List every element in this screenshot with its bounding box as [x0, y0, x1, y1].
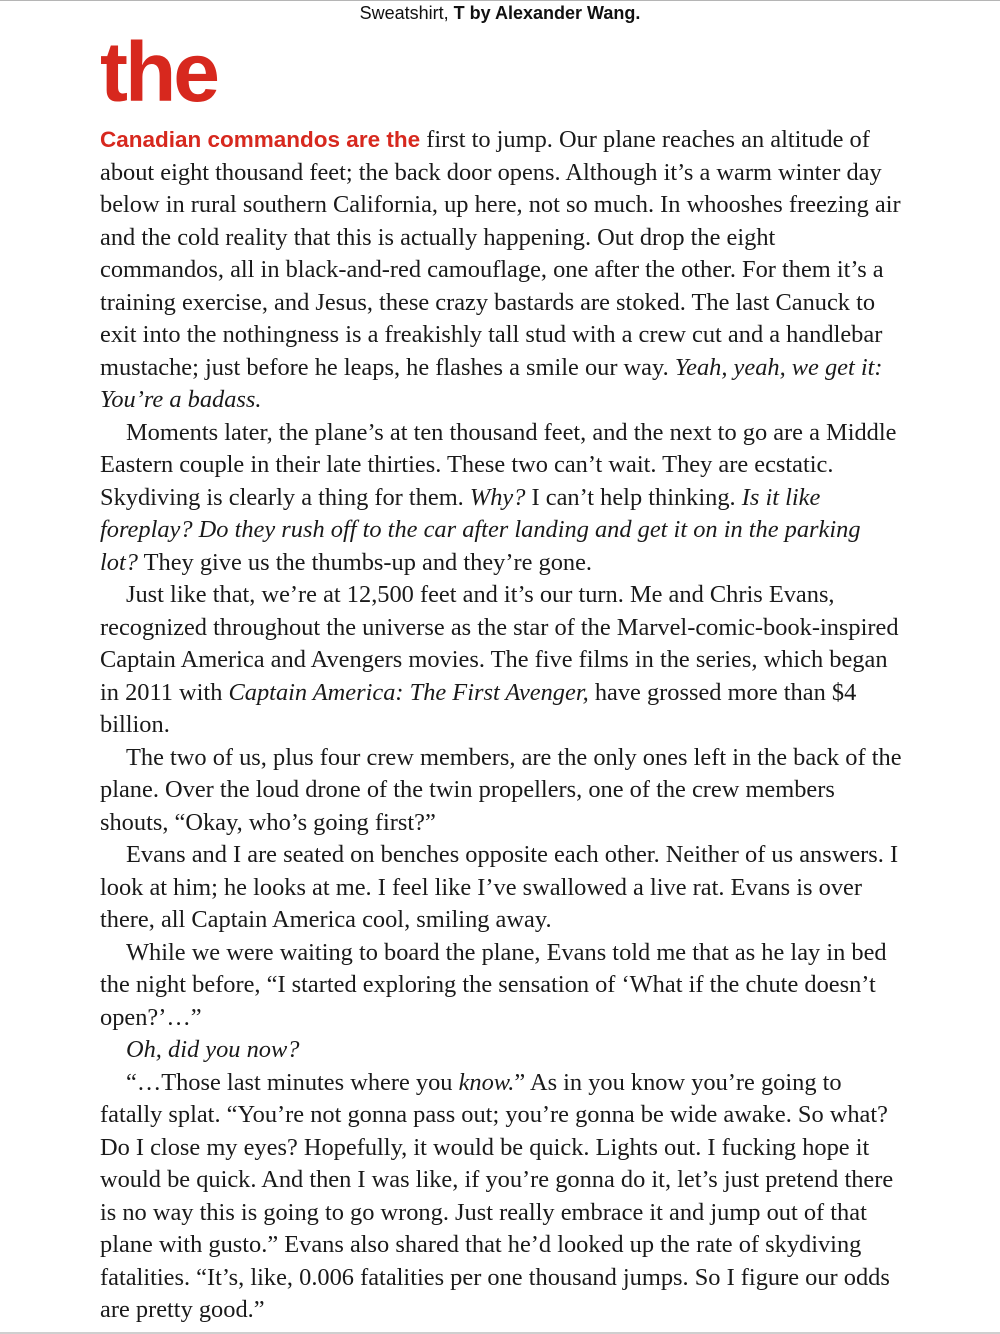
photo-caption: [0, 2, 1000, 24]
paragraph-3-text-c: have grossed more than $4 billion.: [100, 678, 857, 738]
paragraph-8-text-a: “…Those last minutes where you: [126, 1068, 459, 1096]
paragraph-7: [100, 1034, 902, 1067]
paragraph-8-text-c: ” As in you know you’re going to fatally splat. “You’re not gonna pass out; you’re gonna be wide awake. So what? Do I close my eyes? Hopefully, it would be quick. Lights out. I fucking hope it would be quick. And then I was like, if you’re gonna do it, let’s just pretend there is no way this is going to go wrong. Just really embrace it and jump out of that plane with gusto.” Evans also shared that he’d looked up the rate of skydiving fatalities. “It’s, like, 0.006 fatalities per one thousand jumps. So I figure our odds are pretty good.”: [100, 1068, 894, 1323]
paragraph-2: [100, 417, 902, 580]
paragraph-4: The two of us, plus four crew members, are the only ones left in the back of the plane. Over the loud drone of the twin propellers, one of the crew members shouts, “Okay, who’s going first?”: [100, 743, 902, 836]
article-body: [100, 124, 902, 1327]
paragraph-3-text-a: Just like that, we’re at 12,500 feet and it’s our turn. Me and Chris Evans, recognized throughout the universe as the star of the Marvel-comic-book-inspired Captain America and Avengers movies. The five films in the series, which began in 2011 with: [100, 581, 899, 706]
paragraph-5: Evans and I are seated on benches opposite each other. Neither of us answers. I look at him; he looks at me. I feel like I’ve swallowed a live rat. Evans is over there, all Captain America cool, smiling away.: [100, 841, 899, 933]
paragraph-2-text-e: They give us the thumbs-up and they’re gone.: [137, 548, 593, 576]
paragraph-1-italic: Yeah, yeah, we get it: You’re a badass.: [100, 353, 883, 413]
paragraph-3-italic-b: Captain America: The First Avenger,: [228, 678, 589, 706]
paragraph-2-text-a: Moments later, the plane’s at ten thousand feet, and the next to go are a Middle Eastern couple in their late thirties. These two can’t wait. They are ecstatic. Skydiving is clearly a thing for them.: [100, 418, 897, 511]
paragraph-3: [100, 579, 902, 742]
top-rule: [0, 0, 1000, 1]
paragraph-1-text: first to jump. Our plane reaches an altitude of about eight thousand feet; the back door opens. Although it’s a warm winter day below in rural southern California, up here, not so much. In whooshes freezing air and the cold reality that this is actually happening. Out drop the eight commandos, all in black-and-red camouflage, one after the other. For them it’s a training exercise, and Jesus, these crazy bastards are stoked. The last Canuck to exit into the nothingness is a freakishly tall stud with a crew cut and a handlebar mustache; just before he leaps, he flashes a smile our way.: [100, 126, 901, 381]
paragraph-2-italic-b: Why?: [469, 483, 526, 511]
paragraph-8: [100, 1067, 902, 1327]
paragraph-6: While we were waiting to board the plane, Evans told me that as he lay in bed the night before, “I started exploring the sensation of ‘What if the chute doesn’t open?’…”: [100, 938, 887, 1031]
paragraph-2-italic-d: Is it like foreplay? Do they rush off to the car after landing and get it on in the parking lot?: [100, 483, 861, 576]
caption-prefix: Sweatshirt,: [359, 3, 454, 23]
paragraph-1: [100, 124, 902, 417]
paragraph-2-text-c: I can’t help thinking.: [525, 483, 742, 511]
paragraph-8-italic-b: know.: [458, 1068, 515, 1096]
paragraph-7-italic: Oh, did you now?: [126, 1036, 300, 1063]
lead-in-text: Canadian commandos are the: [100, 127, 421, 152]
drop-word-heading: the: [100, 25, 217, 119]
caption-brand: T by Alexander Wang.: [453, 3, 641, 23]
